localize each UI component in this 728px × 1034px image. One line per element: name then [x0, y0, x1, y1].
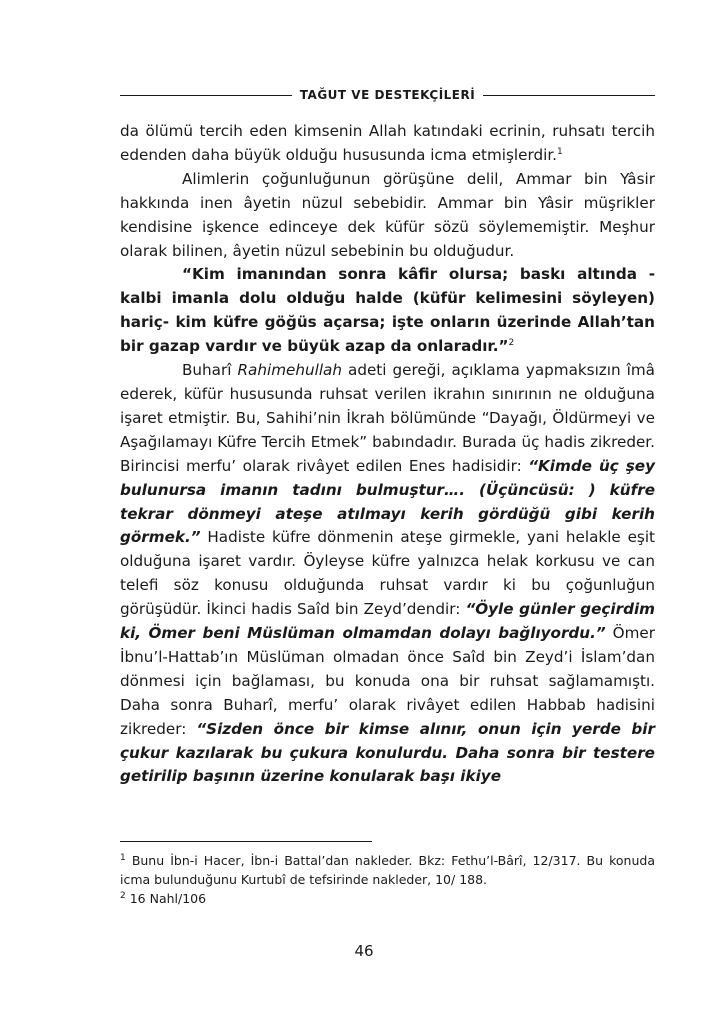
main-text	[120, 120, 655, 789]
verse-quote: “Kim imanından sonra kâfir olursa; baskı altında - kalbi imanla dolu olduğu halde (küfür kelimesini söyleyen) hariç- kim küfre göğüs açarsa; işte onların üzerinde Allah’tan bir gazap vardır ve büyük azap da onlaradır.”	[120, 265, 655, 356]
paragraph-2-text: Alimlerin çoğunluğunun görüşüne delil, Ammar bin Yâsir hakkında inen âyetin nüzul sebebidir. Ammar bin Yâsir müşrikler kendisine işkence edinceye dek küfür sözü söylememiştir. Meşhur olarak bilinen, âyetin nüzul sebebinin bu olduğudur.	[120, 169, 655, 260]
footnote-2-text: 16 Nahl/106	[129, 891, 207, 906]
header-title: TAĞUT VE DESTEKÇİLERİ	[299, 88, 476, 102]
footnote-1	[120, 851, 655, 889]
footnote-ref-1: 1	[557, 146, 563, 157]
running-header	[120, 88, 655, 102]
footnotes	[120, 851, 655, 908]
footnote-ref-2: 2	[508, 338, 515, 349]
footnote-1-text: Bunu İbn-i Hacer, İbn-i Battal’dan nakleder. Bkz: Fethu’l-Bârî, 12/317. Bu konuda icma bulunduğunu Kurtubî de tefsirinde nakleder, 10/ 188.	[120, 853, 655, 887]
footnote-2	[120, 889, 655, 908]
paragraph-4-text-4: Ömer İbnu’l-Hattab’ın Müslüman olmadan önce Saîd bin Zeyd’i İslam’dan dönmesi için bağlaması, bu konuda ona bir ruhsat sağlamamıştı. Daha sonra Buharî, merfu’ olarak rivâyet edilen Habbab hadisini zikreder:	[120, 624, 656, 738]
hadith-quote-3: “Sizden önce bir kimse alınır, onun için yerde bir çukur kazılarak bu çukura konulurdu. Daha sonra bir testere getirilip başının üzerine konularak başı ikiye	[120, 719, 655, 786]
footnote-2-number: 2	[120, 890, 126, 901]
footnote-1-number: 1	[120, 852, 126, 863]
footnote-separator	[120, 841, 372, 842]
hadith-quote-2: “Öyle günler geçirdim ki, Ömer beni Müslüman olmamdan dolayı bağlıyordu.”	[120, 600, 655, 643]
page-number: 46	[354, 942, 374, 960]
paragraph-4	[120, 359, 655, 789]
header-rule-right	[483, 95, 655, 96]
paragraph-1	[120, 120, 655, 168]
honorific: Rahimehullah	[237, 361, 342, 380]
paragraph-2	[120, 168, 655, 264]
paragraph-3-quote	[120, 263, 655, 359]
paragraph-4-text-3: Hadiste küfre dönmenin ateşe girmekle, yani helakle eşit olduğuna işaret vardır. Öyleyse küfre yalnızca helak korkusu ve can telefi söz konusu olduğunda ruhsat vardır ki bu çoğunluğun görüşüdür. İkinci hadis Saîd bin Zeyd’dendir:	[120, 528, 656, 619]
paragraph-1-text: da ölümü tercih eden kimsenin Allah katındaki ecrinin, ruhsatı tercih edenden daha büyük olduğu hususunda icma etmişlerdir.	[120, 122, 655, 164]
paragraph-4-text-1: Buharî	[182, 361, 232, 380]
header-rule-left	[120, 95, 292, 96]
hadith-quote-1: “Kimde üç şey bulunursa imanın tadını bulmuştur…. (Üçüncüsü: ) küfre tekrar dönmeyi ateşe atılmayı kerih gördüğü gibi kerih görmek.”	[120, 456, 656, 547]
paragraph-4-text-2: adeti gereği, açıklama yapmaksızın îmâ ederek, küfür hususunda ruhsat verilen ikrahın sınırının ne olduğuna işaret etmiştir. Bu, Sahihi’nin İkrah bölümünde “Dayağı, Öldürmeyi ve Aşağılamayı Küfre Tercih Etmek” babındadır. Burada üç hadis zikreder. Birincisi merfu’ olarak rivâyet edilen Enes hadisidir:	[120, 361, 655, 475]
